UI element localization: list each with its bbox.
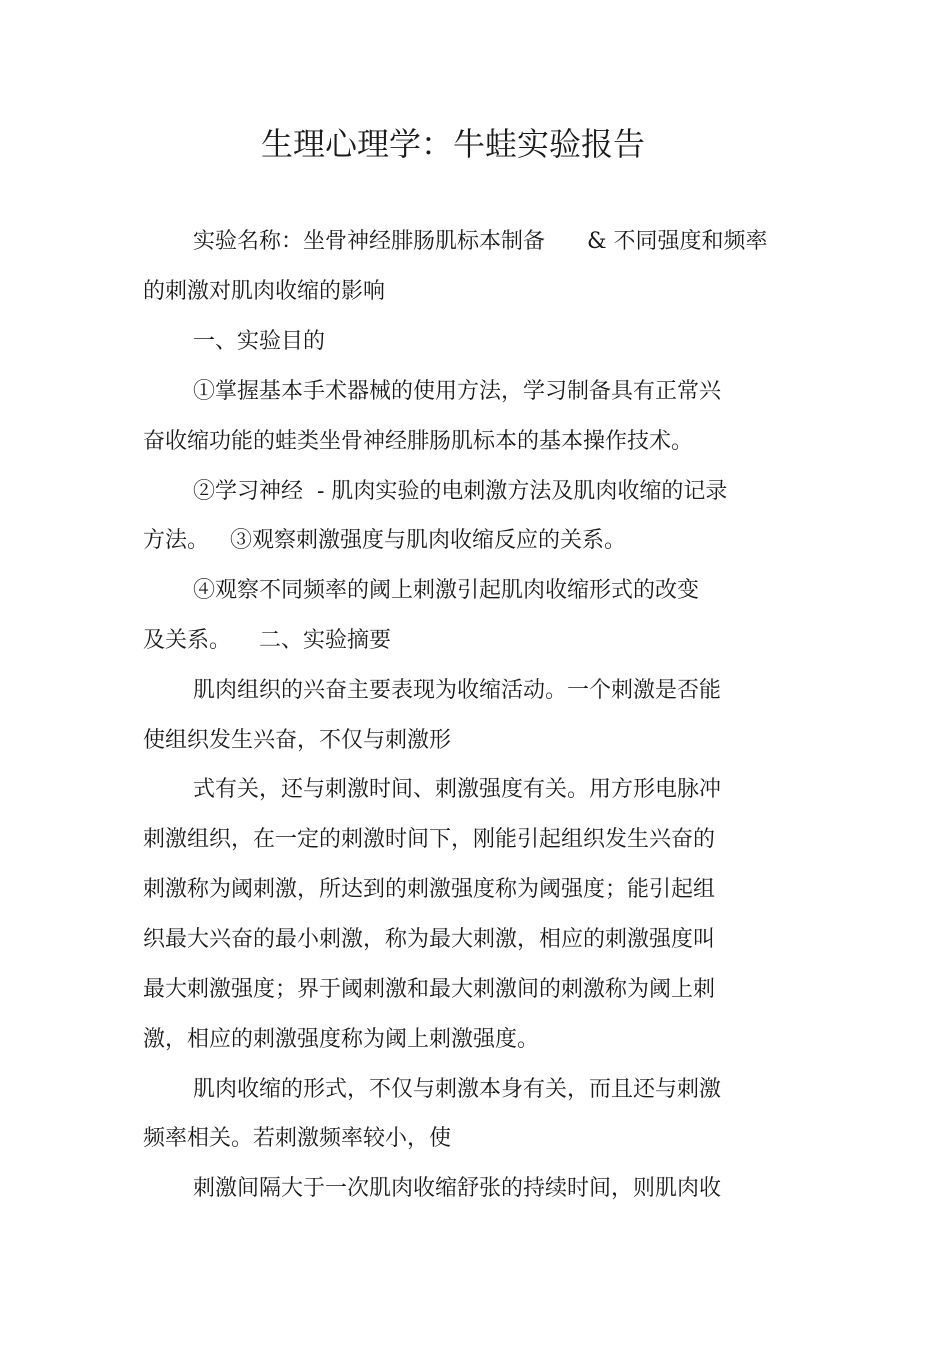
document-title: 生理心理学：牛蛙实验报告 bbox=[260, 125, 645, 163]
experiment-name-line: 实验名称：坐骨神经腓肠肌标本制备 & 不同强度和频率 bbox=[193, 229, 768, 254]
paragraph-line: 使组织发生兴奋，不仅与刺激形 bbox=[143, 728, 452, 753]
paragraph-line: 激，相应的刺激强度称为阈上刺激强度。 bbox=[143, 1027, 540, 1052]
purpose-item-2: ②学习神经 - 肌肉实验的电刺激方法及肌肉收缩的记录 bbox=[193, 479, 728, 504]
paragraph-line: 频率相关。若刺激频率较小，使 bbox=[143, 1126, 452, 1151]
paragraph-line: 式有关，还与刺激时间、刺激强度有关。用方形电脉冲 bbox=[193, 777, 722, 802]
paragraph-line: 肌肉收缩的形式，不仅与刺激本身有关，而且还与刺激 bbox=[193, 1077, 722, 1102]
paragraph-line: 刺激间隔大于一次肌肉收缩舒张的持续时间，则肌肉收 bbox=[193, 1176, 722, 1201]
paragraph-line: 织最大兴奋的最小刺激，称为最大刺激，相应的刺激强度叫 bbox=[143, 927, 716, 952]
purpose-item-1: ①掌握基本手术器械的使用方法，学习制备具有正常兴 bbox=[193, 379, 722, 404]
section-heading-purpose: 一、实验目的 bbox=[193, 329, 326, 354]
paragraph-line: 刺激称为阈刺激，所达到的刺激强度称为阈强度；能引起组 bbox=[143, 877, 716, 902]
purpose-item-4-cont-abstract-heading: 及关系。 二、实验摘要 bbox=[143, 628, 391, 653]
paragraph-line: 肌肉组织的兴奋主要表现为收缩活动。一个刺激是否能 bbox=[193, 678, 722, 703]
purpose-item-1-cont: 奋收缩功能的蛙类坐骨神经腓肠肌标本的基本操作技术。 bbox=[143, 429, 694, 454]
experiment-name-line-cont: 的刺激对肌肉收缩的影响 bbox=[143, 279, 386, 304]
purpose-item-4: ④观察不同频率的阈上刺激引起肌肉收缩形式的改变 bbox=[193, 578, 700, 603]
purpose-item-2-3: 方法。 ③观察刺激强度与肌肉收缩反应的关系。 bbox=[143, 528, 626, 553]
paragraph-line: 最大刺激强度；界于阈刺激和最大刺激间的刺激称为阈上刺 bbox=[143, 977, 716, 1002]
paragraph-line: 刺激组织，在一定的刺激时间下，刚能引起组织发生兴奋的 bbox=[143, 827, 716, 852]
